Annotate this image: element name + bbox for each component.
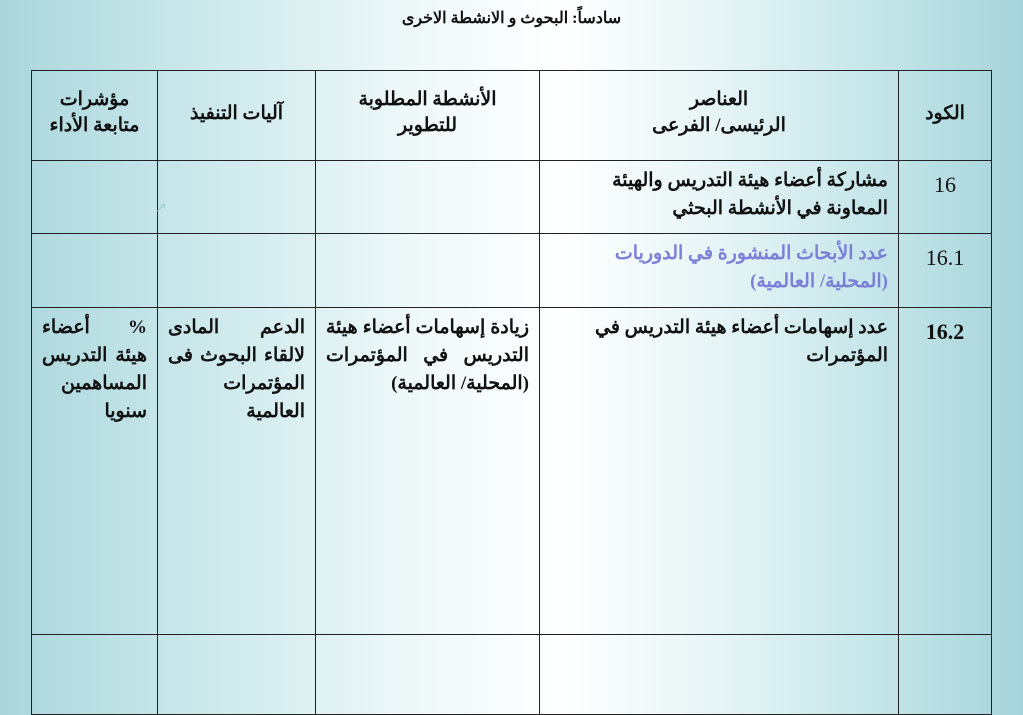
row-code: 16 xyxy=(934,172,956,197)
row-element: عدد إسهامات أعضاء هيئة التدريس في المؤتمرات xyxy=(595,317,888,366)
header-elements xyxy=(540,71,899,161)
row-indicators xyxy=(32,234,157,246)
row-element-cell xyxy=(540,234,899,308)
row-code-cell xyxy=(899,161,992,234)
row-activities-cell xyxy=(316,161,540,234)
table-row xyxy=(32,635,992,715)
header-elements-line2: الرئيسى/ الفرعى xyxy=(652,115,786,136)
header-indicators-line1: مؤشرات xyxy=(59,89,130,110)
row-mechanisms-cell xyxy=(158,635,316,715)
header-indicators-line2: متابعة الأداء xyxy=(49,115,140,136)
table-row xyxy=(32,161,992,234)
row-activities-cell xyxy=(316,234,540,308)
row-activities xyxy=(316,234,539,246)
table-row xyxy=(32,308,992,635)
row-mechanisms-cell xyxy=(158,234,316,308)
row-element-cell xyxy=(540,635,899,715)
row-mechanisms-cell xyxy=(158,308,316,635)
row-indicators xyxy=(32,635,157,647)
row-activities-cell xyxy=(316,308,540,635)
row-activities: زيادة إسهامات أعضاء هيئة التدريس في المؤتمرات (المحلية/ العالمية) xyxy=(326,317,529,394)
row-mechanisms xyxy=(158,635,315,647)
header-code xyxy=(899,71,992,161)
plan-table xyxy=(31,70,992,715)
row-element: عدد الأبحاث المنشورة في الدوريات (المحلية/ العالمية) xyxy=(614,243,888,292)
row-indicators-cell xyxy=(32,161,158,234)
page-title: سادساً: البحوث و الانشطة الاخرى xyxy=(401,10,622,27)
row-mechanisms xyxy=(158,161,315,173)
row-element: مشاركة أعضاء هيئة التدريس والهيئة المعاونة في الأنشطة البحثي xyxy=(612,170,888,219)
row-code: 16.1 xyxy=(925,245,965,270)
row-activities-cell xyxy=(316,635,540,715)
row-indicators: % أعضاء هيئة التدريس المساهمين سنويا xyxy=(42,317,147,422)
header-mechanisms xyxy=(158,71,316,161)
header-mechanisms-label: آليات التنفيذ xyxy=(189,103,284,124)
row-indicators-cell xyxy=(32,234,158,308)
arrow-icon: ↗ xyxy=(155,200,167,216)
header-elements-line1: العناصر xyxy=(689,89,749,110)
row-mechanisms xyxy=(158,234,315,246)
row-element-cell xyxy=(540,308,899,635)
row-mechanisms-cell xyxy=(158,161,316,234)
header-code-label: الكود xyxy=(925,103,965,124)
row-code: 16.2 xyxy=(925,319,965,344)
row-code-cell xyxy=(899,234,992,308)
row-element-cell xyxy=(540,161,899,234)
row-activities xyxy=(316,161,539,173)
header-activities-line2: للتطوير xyxy=(398,115,457,136)
header-activities-line1: الأنشطة المطلوبة xyxy=(358,89,497,110)
row-code-cell xyxy=(899,308,992,635)
row-mechanisms: الدعم المادى لالقاء البحوث فى المؤتمرات العالمية xyxy=(168,317,305,422)
header-activities xyxy=(316,71,540,161)
header-indicators xyxy=(32,71,158,161)
row-indicators-cell xyxy=(32,308,158,635)
row-element xyxy=(540,635,898,647)
table-row xyxy=(32,234,992,308)
row-indicators xyxy=(32,161,157,173)
row-indicators-cell xyxy=(32,635,158,715)
row-activities xyxy=(316,635,539,647)
row-code-cell xyxy=(899,635,992,715)
header-row xyxy=(32,71,992,161)
row-code xyxy=(899,635,991,651)
